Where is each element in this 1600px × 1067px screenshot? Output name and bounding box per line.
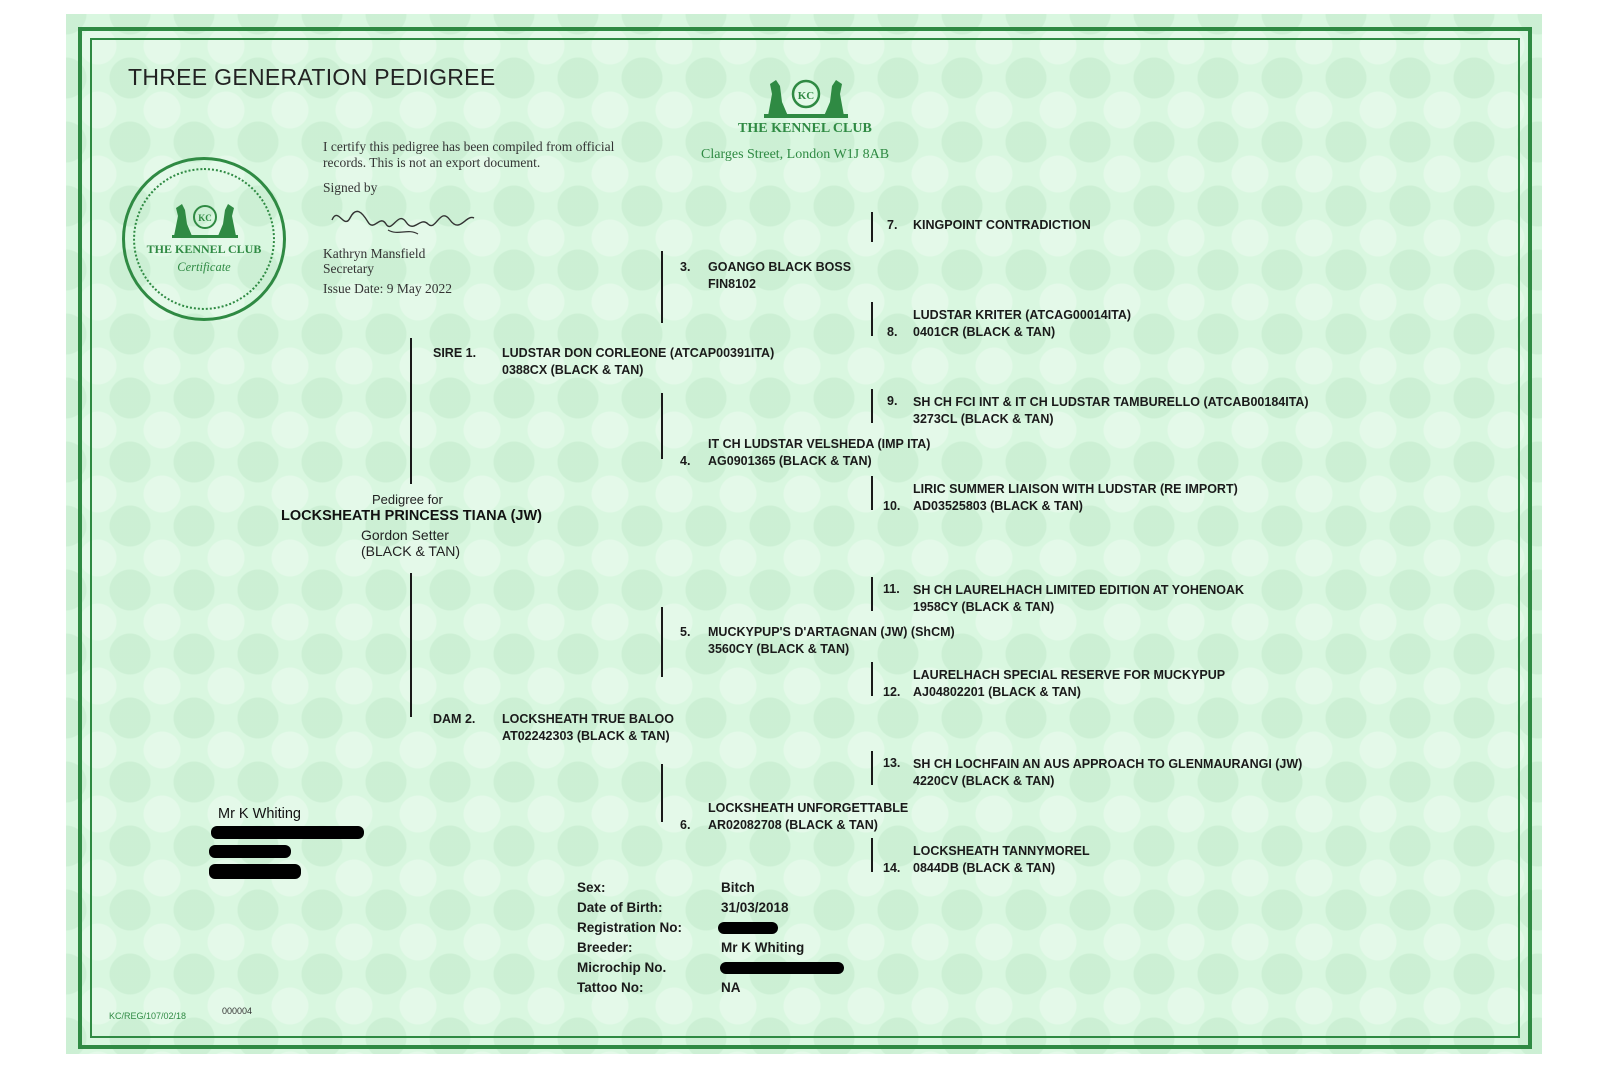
seal-logo-icon	[170, 196, 240, 240]
microchip-label: Microchip No.	[577, 960, 667, 975]
dob-value: 31/03/2018	[721, 900, 789, 915]
ggp11-number: 11.	[883, 582, 900, 596]
document-title: THREE GENERATION PEDIGREE	[128, 64, 496, 90]
ggp13-name: SH CH LOCHFAIN AN AUS APPROACH TO GLENMAURANGI (JW)	[913, 757, 1303, 771]
gp5-reg: 3560CY (BLACK & TAN)	[708, 642, 850, 656]
gp3-reg: FIN8102	[708, 277, 756, 291]
ggp11-reg: 1958CY (BLACK & TAN)	[913, 600, 1055, 614]
seal-club-name: THE KENNEL CLUB	[146, 242, 262, 256]
redacted-address-line	[209, 864, 301, 879]
ggp14-name: LOCKSHEATH TANNYMOREL	[913, 844, 1090, 858]
dam-bracket	[410, 573, 412, 717]
ggp7-name: KINGPOINT CONTRADICTION	[913, 218, 1091, 232]
gp3-name: GOANGO BLACK BOSS	[708, 260, 852, 274]
ggp10-reg: AD03525803 (BLACK & TAN)	[913, 499, 1083, 513]
sire-name: LUDSTAR DON CORLEONE (ATCAP00391ITA)	[502, 346, 775, 360]
redacted-registration-number	[718, 922, 778, 934]
gp4-name: IT CH LUDSTAR VELSHEDA (IMP ITA)	[708, 437, 931, 451]
dam-label: DAM 2.	[433, 712, 476, 726]
gp3-number: 3.	[680, 260, 691, 274]
tattoo-value: NA	[721, 980, 741, 995]
gp6-name: LOCKSHEATH UNFORGETTABLE	[708, 801, 909, 815]
subject-name: LOCKSHEATH PRINCESS TIANA (JW)	[281, 508, 542, 524]
breeder-label: Breeder:	[577, 940, 633, 955]
ggp9-number: 9.	[887, 394, 898, 408]
registration-label: Registration No:	[577, 920, 683, 935]
issue-date: Issue Date: 9 May 2022	[323, 281, 452, 296]
ggp7-bracket	[871, 212, 873, 242]
ggp9-bracket	[871, 389, 873, 423]
gp6-number: 6.	[680, 818, 691, 832]
tattoo-label: Tattoo No:	[577, 980, 644, 995]
ggp13-bracket	[871, 751, 873, 785]
svg-text:KC: KC	[198, 213, 212, 223]
ggp13-number: 13.	[883, 756, 901, 770]
ggp12-number: 12.	[883, 685, 901, 699]
ggp9-reg: 3273CL (BLACK & TAN)	[913, 412, 1054, 426]
sex-label: Sex:	[577, 880, 606, 895]
ggp10-name: LIRIC SUMMER LIAISON WITH LUDSTAR (RE IMPORT)	[913, 482, 1238, 496]
gp5-number: 5.	[680, 625, 691, 639]
gp6-bracket	[661, 764, 663, 822]
gp4-bracket	[661, 393, 663, 459]
ggp14-number: 14.	[883, 861, 901, 875]
certificate-border-inner	[90, 38, 1520, 1038]
certificate-seal	[122, 157, 286, 321]
gp4-number: 4.	[680, 454, 691, 468]
ggp10-number: 10.	[883, 499, 901, 513]
ggp10-bracket	[871, 476, 873, 510]
club-address: Clarges Street, London W1J 8AB	[701, 147, 890, 162]
form-code: KC/REG/107/02/18	[109, 1011, 187, 1021]
ggp8-reg: 0401CR (BLACK & TAN)	[913, 325, 1056, 339]
svg-text:KC: KC	[797, 90, 815, 102]
sire-reg: 0388CX (BLACK & TAN)	[502, 363, 644, 377]
pedigree-heading: Pedigree for	[372, 492, 443, 507]
kennel-club-logo-icon	[762, 72, 850, 118]
ggp8-number: 8.	[887, 325, 898, 339]
ggp8-bracket	[871, 302, 873, 336]
redacted-address-line	[211, 826, 364, 839]
sire-label: SIRE 1.	[433, 346, 477, 360]
sire-bracket	[410, 338, 412, 484]
ggp12-bracket	[871, 662, 873, 696]
owner-name: Mr K Whiting	[218, 806, 301, 822]
gp6-reg: AR02082708 (BLACK & TAN)	[708, 818, 878, 832]
signatory-name: Kathryn Mansfield	[323, 246, 426, 261]
subject-colour: (BLACK & TAN)	[361, 543, 461, 559]
redacted-microchip-number	[720, 962, 844, 974]
ggp12-name: LAURELHACH SPECIAL RESERVE FOR MUCKYPUP	[913, 668, 1226, 682]
dam-name: LOCKSHEATH TRUE BALOO	[502, 712, 674, 726]
certification-text: I certify this pedigree has been compiled from official records. This is not an export document.	[323, 139, 615, 170]
ggp14-bracket	[871, 838, 873, 872]
club-name: THE KENNEL CLUB	[738, 121, 872, 136]
ggp13-reg: 4220CV (BLACK & TAN)	[913, 774, 1055, 788]
subject-breed: Gordon Setter	[361, 527, 449, 543]
signature-icon	[328, 200, 478, 242]
ggp7-number: 7.	[887, 218, 898, 232]
gp5-bracket	[661, 607, 663, 677]
ggp11-bracket	[871, 577, 873, 611]
gp3-bracket	[661, 251, 663, 323]
ggp14-reg: 0844DB (BLACK & TAN)	[913, 861, 1056, 875]
gp5-name: MUCKYPUP'S D'ARTAGNAN (JW) (ShCM)	[708, 625, 955, 639]
redacted-address-line	[209, 845, 291, 858]
dob-label: Date of Birth:	[577, 900, 663, 915]
ggp11-name: SH CH LAURELHACH LIMITED EDITION AT YOHENOAK	[913, 583, 1245, 597]
dam-reg: AT02242303 (BLACK & TAN)	[502, 729, 670, 743]
gp4-reg: AG0901365 (BLACK & TAN)	[708, 454, 872, 468]
ggp9-name: SH CH FCI INT & IT CH LUDSTAR TAMBURELLO (ATCAB00184ITA)	[913, 395, 1309, 409]
sex-value: Bitch	[721, 880, 755, 895]
seal-subtitle: Certificate	[177, 260, 231, 274]
breeder-value: Mr K Whiting	[721, 940, 805, 955]
ggp12-reg: AJ04802201 (BLACK & TAN)	[913, 685, 1081, 699]
signed-by-label: Signed by	[323, 180, 378, 195]
serial-number: 000004	[222, 1006, 253, 1016]
signatory-role: Secretary	[323, 261, 374, 276]
ggp8-name: LUDSTAR KRITER (ATCAG00014ITA)	[913, 308, 1132, 322]
